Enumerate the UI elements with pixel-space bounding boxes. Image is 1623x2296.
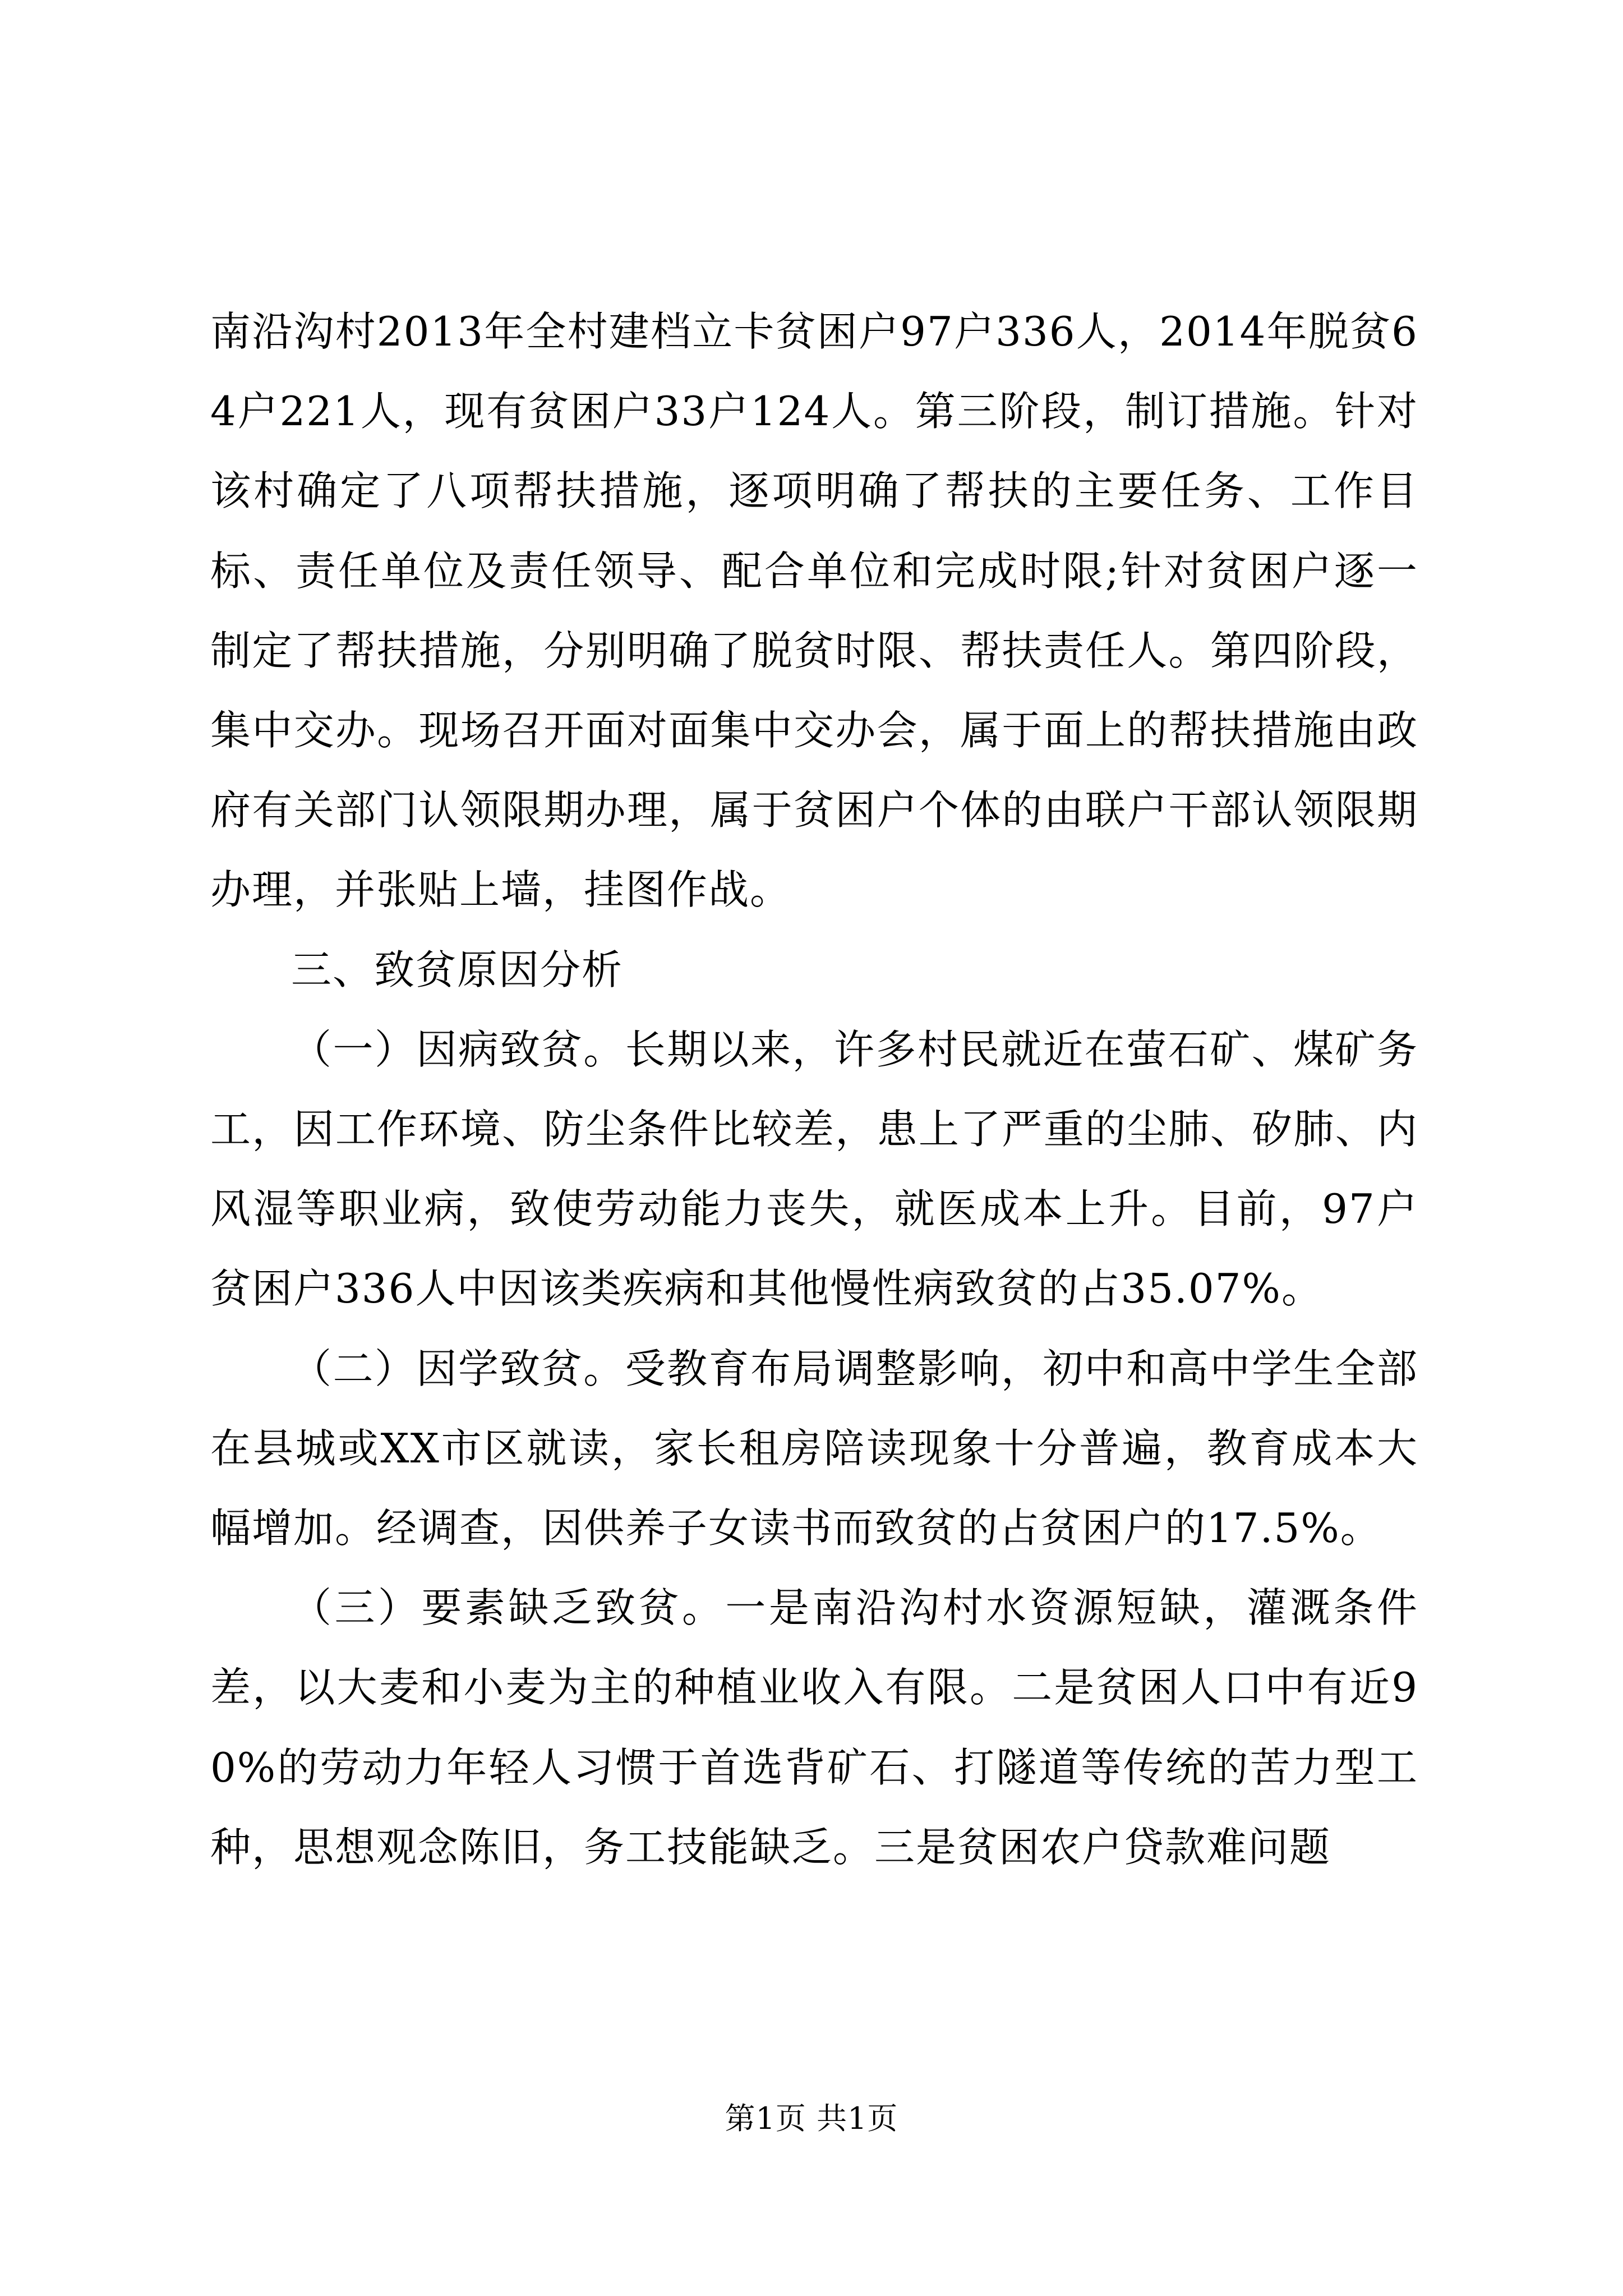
paragraph-education-poverty: （二）因学致贫。受教育布局调整影响，初中和高中学生全部在县城或XX市区就读，家长租房陪读现象十分普遍，教育成本大幅增加。经调查，因供养子女读书而致贫的占贫困户的17.5%。 [210,1345,1418,1552]
paragraph-work-stages: 南沿沟村2013年全村建档立卡贫困户97户336人，2014年脱贫64户221人，现有贫困户33户124人。第三阶段，制订措施。针对该村确定了八项帮扶措施，逐项明确了帮扶的主要任务、工作目标、责任单位及责任领导、配合单位和完成时限;针对贫困户逐一制定了帮扶措施，分别明确了脱贫时限、帮扶责任人。第四阶段，集中交办。现场召开面对面集中交办会，属于面上的帮扶措施由政府有关部门认领限期办理，属于贫困户个体的由联户干部认领限期办理，并张贴上墙，挂图作战。 [210,308,1418,914]
page-footer [0,2099,1623,2138]
paragraph-illness-poverty: （一）因病致贫。长期以来，许多村民就近在萤石矿、煤矿务工，因工作环境、防尘条件比较差，患上了严重的尘肺、矽肺、内风湿等职业病，致使劳动能力丧失，就医成本上升。目前，97户贫困户336人中因该类疾病和其他慢性病致贫的占35.07%。 [210,1025,1418,1313]
section-heading-poverty-causes: 三、致贫原因分析 [291,946,624,993]
document-body [210,292,1418,1887]
page-number-label: 第1页 共1页 [725,2101,898,2136]
paragraph-resource-shortage-poverty: （三）要素缺乏致贫。一是南沿沟村水资源短缺，灌溉条件差，以大麦和小麦为主的种植业收入有限。二是贫困人口中有近90%的劳动力年轻人习惯于首选背矿石、打隧道等传统的苦力型工种，思想观念陈旧，务工技能缺乏。三是贫困农户贷款难问题 [210,1584,1418,1871]
